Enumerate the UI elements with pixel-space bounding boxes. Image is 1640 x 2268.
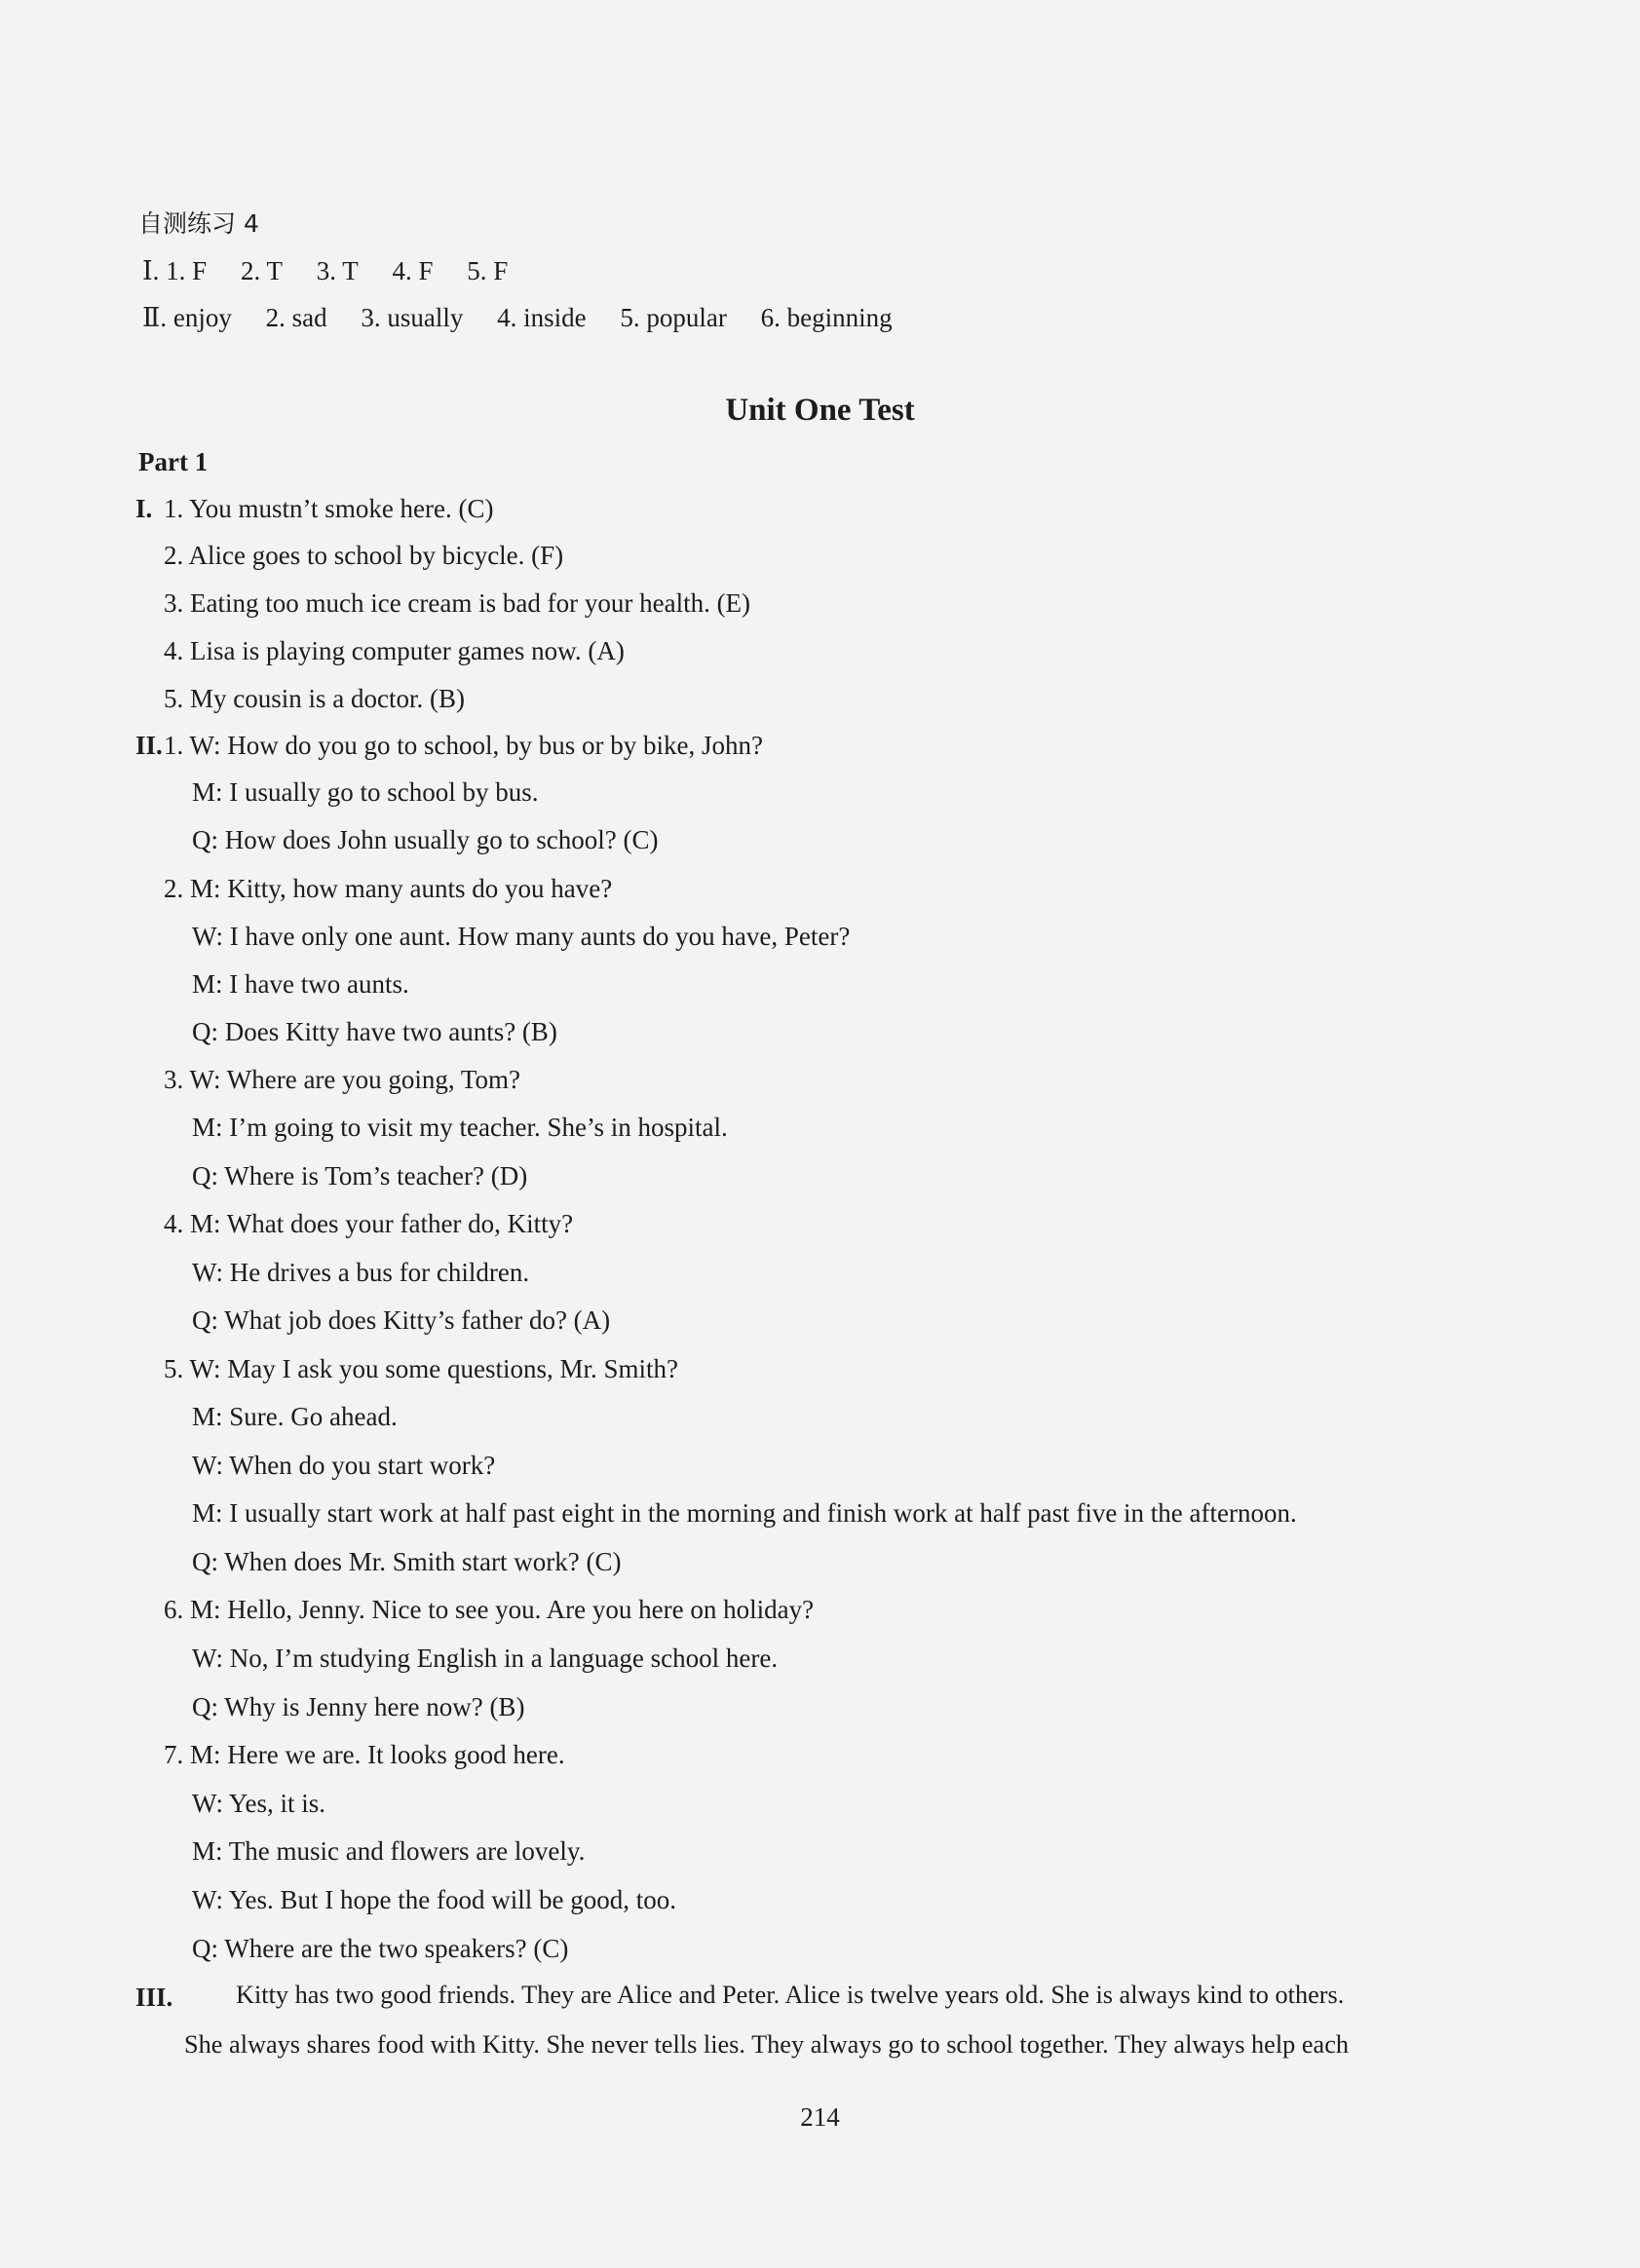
answer-line: Q: Does Kitty have two aunts? (B) — [192, 1017, 557, 1046]
section-i-label: I. — [135, 494, 153, 523]
answer-item: 3. usually — [361, 303, 464, 332]
answer-line: 4. M: What does your father do, Kitty? — [164, 1209, 574, 1238]
answer-line: Q: When does Mr. Smith start work? (C) — [192, 1547, 622, 1576]
paragraph-line: Kitty has two good friends. They are Alice and Peter. Alice is twelve years old. She is always kind to others. — [236, 1981, 1345, 2009]
answer-line: M: I usually go to school by bus. — [192, 777, 539, 807]
answer-item: 5. popular — [620, 303, 727, 332]
answer-item: 6. beginning — [760, 303, 893, 332]
answer-line: Q: What job does Kitty’s father do? (A) — [192, 1305, 611, 1335]
self-test-heading: 自测练习 4 — [138, 209, 259, 238]
answer-item: 2. T — [240, 256, 283, 285]
answer-line: 6. M: Hello, Jenny. Nice to see you. Are you here on holiday? — [164, 1595, 815, 1624]
answer-line: 1. You mustn’t smoke here. (C) — [164, 494, 494, 523]
answer-item: 4. F — [392, 256, 434, 285]
answer-line: Q: Why is Jenny here now? (B) — [192, 1692, 525, 1721]
answer-line: 5. W: May I ask you some questions, Mr. Smith? — [164, 1354, 678, 1383]
answer-item: 4. inside — [497, 303, 587, 332]
answer-line: Q: Where are the two speakers? (C) — [192, 1934, 569, 1963]
answer-line: 1. W: How do you go to school, by bus or by bike, John? — [164, 731, 763, 760]
answer-line: 2. Alice goes to school by bicycle. (F) — [164, 541, 564, 570]
answer-line: M: Sure. Go ahead. — [192, 1402, 398, 1431]
answer-line: 4. Lisa is playing computer games now. (A) — [164, 636, 625, 665]
answer-line: 2. M: Kitty, how many aunts do you have? — [164, 874, 613, 903]
answer-item: 2. sad — [265, 303, 327, 332]
answer-item: 1. F — [166, 256, 208, 285]
answer-line: M: I usually start work at half past eight in the morning and finish work at half past five in the afternoon. — [192, 1498, 1297, 1528]
answer-line: M: I have two aunts. — [192, 969, 409, 999]
answer-item: enjoy — [172, 303, 232, 332]
page-number: 214 — [800, 2102, 840, 2132]
answer-line: 5. My cousin is a doctor. (B) — [164, 684, 465, 713]
unit-title: Unit One Test — [725, 393, 915, 428]
answer-line: W: Yes. But I hope the food will be good, too. — [192, 1885, 676, 1914]
section-label: Ⅱ. — [142, 303, 168, 332]
section-label: Ⅰ. — [142, 256, 160, 285]
part-heading: Part 1 — [138, 447, 209, 476]
answer-item: 3. T — [316, 256, 359, 285]
answer-line: M: The music and flowers are lovely. — [192, 1836, 586, 1866]
self-test-section-1 — [142, 255, 508, 286]
paragraph-line: She always shares food with Kitty. She never tells lies. They always go to school together. They always help each — [184, 2030, 1350, 2059]
answer-line: W: No, I’m studying English in a language school here. — [192, 1644, 779, 1673]
answer-line: 3. W: Where are you going, Tom? — [164, 1065, 521, 1094]
answer-line: 7. M: Here we are. It looks good here. — [164, 1740, 565, 1769]
answer-line: W: He drives a bus for children. — [192, 1258, 530, 1287]
section-iii-label: III. — [135, 1983, 173, 2012]
answer-line: W: When do you start work? — [192, 1451, 496, 1480]
section-ii-label: II. — [135, 731, 163, 760]
answer-line: Q: Where is Tom’s teacher? (D) — [192, 1161, 528, 1191]
answer-line: 3. Eating too much ice cream is bad for your health. (E) — [164, 588, 751, 618]
answer-line: M: I’m going to visit my teacher. She’s in hospital. — [192, 1113, 728, 1142]
self-test-section-2 — [142, 302, 893, 333]
answer-line: W: I have only one aunt. How many aunts do you have, Peter? — [192, 922, 851, 951]
answer-line: Q: How does John usually go to school? (C) — [192, 825, 659, 854]
answer-line: W: Yes, it is. — [192, 1789, 326, 1818]
answer-item: 5. F — [467, 256, 509, 285]
